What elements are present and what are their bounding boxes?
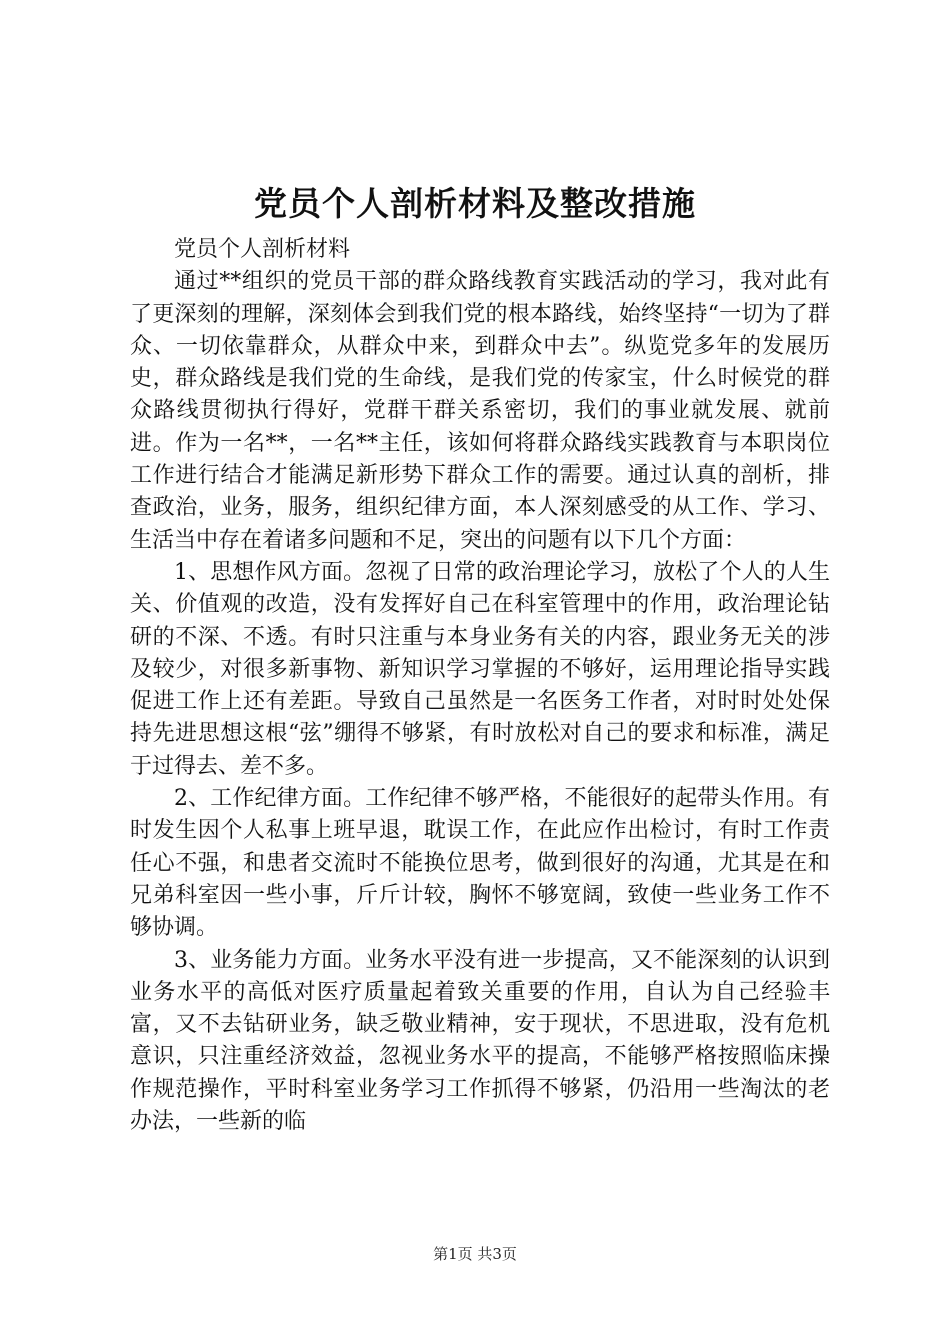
section-subtitle: 党员个人剖析材料 — [174, 237, 351, 262]
document-body — [130, 234, 830, 1138]
page-indicator: 第1页 共3页 — [433, 1245, 517, 1263]
paragraph-business-ability: 3、业务能力方面。业务水平没有进一步提高，又不能深刻的认识到业务水平的高低对医疗质量起着致关重要的作用，自认为自己经验丰富，又不去钻研业务，缺乏敬业精神，安于现状，不思进取，没有危机意识，只注重经济效益，忽视业务水平的提高，不能够严格按照临床操作规范操作，平时科室业务学习工作抓得不够紧，仍沿用一些淘汰的老办法，一些新的临 — [130, 947, 830, 1135]
document-title: 党员个人剖析材料及整改措施 — [254, 184, 696, 223]
paragraph-discipline: 2、工作纪律方面。工作纪律不够严格，不能很好的起带头作用。有时发生因个人私事上班早退，耽误工作，在此应作出检讨，有时工作责任心不强，和患者交流时不能换位思考，做到很好的沟通，尤其是在和兄弟科室因一些小事，斤斤计较，胸怀不够宽阔，致使一些业务工作不够协调。 — [130, 786, 830, 941]
paragraph-ideology: 1、思想作风方面。忽视了日常的政治理论学习，放松了个人的人生关、价值观的改造，没有发挥好自己在科室管理中的作用，政治理论钻研的不深、不透。有时只注重与本身业务有关的内容，跟业务无关的涉及较少，对很多新事物、新知识学习掌握的不够好，运用理论指导实践促进工作上还有差距。导致自己虽然是一名医务工作者，对时时处处保持先进思想这根“弦”绷得不够紧，有时放松对自己的要求和标准，满足于过得去、差不多。 — [130, 559, 830, 779]
intro-paragraph: 通过**组织的党员干部的群众路线教育实践活动的学习，我对此有了更深刻的理解，深刻体会到我们党的根本路线，始终坚持“一切为了群众、一切依靠群众，从群众中来，到群众中去”。纵览党多年的发展历史，群众路线是我们党的生命线，是我们党的传家宝，什么时候党的群众路线贯彻执行得好，党群干群关系密切，我们的事业就发展、就前进。作为一名**，一名**主任，该如何将群众路线实践教育与本职岗位工作进行结合才能满足新形势下群众工作的需要。通过认真的剖析，排查政治，业务，服务，组织纪律方面，本人深刻感受的从工作、学习、生活当中存在着诸多问题和不足，突出的问题有以下几个方面： — [130, 269, 830, 553]
page-footer — [0, 1244, 950, 1264]
